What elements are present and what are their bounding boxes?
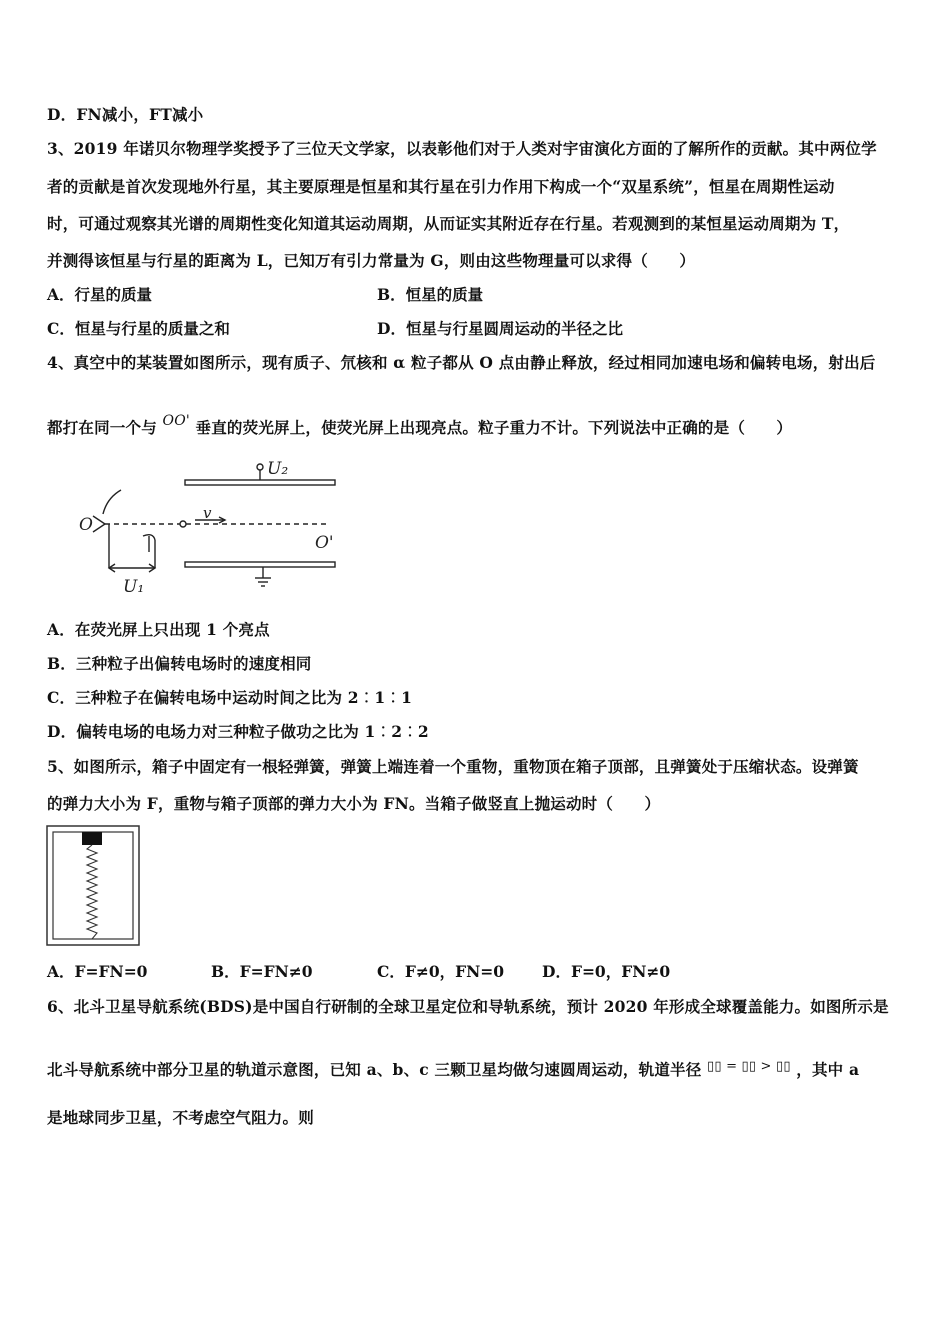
orbit-radius-relation: ▯▯ = ▯▯ > ▯▯ xyxy=(707,1059,791,1074)
q3-option-d: D．恒星与行星圆周运动的半径之比 xyxy=(377,319,623,338)
q5-option-a: A．F=FN=0 xyxy=(47,962,148,981)
q4-stem-line-1: 4、真空中的某装置如图所示，现有质子、氘核和 α 粒子都从 O 点由静止释放，经过相同加速电场和偏转电场，射出后 xyxy=(47,353,876,372)
q5-stem-line-1: 5、如图所示，箱子中固定有一根轻弹簧，弹簧上端连着一个重物，重物顶在箱子顶部，且弹簧处于压缩状态。设弹簧 xyxy=(47,757,859,776)
lower-plate xyxy=(185,562,335,567)
q5-box-spring-diagram xyxy=(46,825,141,947)
q4-option-c: C．三种粒子在偏转电场中运动时间之比为 2︰1︰1 xyxy=(47,688,413,707)
u2-terminal-icon xyxy=(257,464,263,470)
label-u1: U₁ xyxy=(123,577,145,597)
particle-icon xyxy=(180,521,186,527)
q6-stem-line-2-post: ，其中 a xyxy=(796,1060,860,1079)
q3-option-b: B．恒星的质量 xyxy=(377,285,484,304)
q5-option-b: B．F=FN≠0 xyxy=(211,962,313,981)
q4-stem-line-2-post: 垂直的荧光屏上，使荧光屏上出现亮点。粒子重力不计。下列说法中正确的是（ ） xyxy=(195,418,793,437)
label-u2: U₂ xyxy=(267,459,289,479)
q5-option-d: D．F=0，FN≠0 xyxy=(542,962,671,981)
q5-option-c: C．F≠0，FN=0 xyxy=(377,962,505,981)
q3-stem-line-1: 3、2019 年诺贝尔物理学奖授予了三位天文学家，以表彰他们对于人类对宇宙演化方面的了解所作的贡献。其中两位学 xyxy=(47,139,877,158)
label-o: O xyxy=(79,515,93,535)
q3-stem-line-4: 并测得该恒星与行星的距离为 L，已知万有引力常量为 G，则由这些物理量可以求得（ ） xyxy=(47,251,696,270)
source-bracket xyxy=(93,516,105,532)
q5-stem-line-2: 的弹力大小为 F，重物与箱子顶部的弹力大小为 FN。当箱子做竖直上抛运动时（ ） xyxy=(47,794,661,813)
q4-option-a: A．在荧光屏上只出现 1 个亮点 xyxy=(47,620,270,639)
q3-stem-line-3: 时，可通过观察其光谱的周期性变化知道其运动周期，从而证实其附近存在行星。若观测到的某恒星运动周期为 T， xyxy=(47,214,850,233)
q6-stem-line-1: 6、北斗卫星导航系统(BDS)是中国自行研制的全球卫星定位和导轨系统，预计 2020 年形成全球覆盖能力。如图所示是 xyxy=(47,997,889,1016)
q3-stem-line-2: 者的贡献是首次发现地外行星，其主要原理是恒星和其行星在引力作用下构成一个“双星系统”，恒星在周期性运动 xyxy=(47,177,835,196)
q6-stem-line-2 xyxy=(47,1058,859,1080)
q3-option-a: A．行星的质量 xyxy=(47,285,153,304)
q6-stem-line-3: 是地球同步卫星，不考虑空气阻力。则 xyxy=(47,1108,314,1127)
q2-option-d: D．FN减小，FT减小 xyxy=(47,105,204,124)
q4-stem-line-2-pre: 都打在同一个与 xyxy=(47,418,157,437)
label-v: v xyxy=(203,504,212,522)
label-o-prime: O' xyxy=(315,533,334,553)
q6-stem-line-2-pre: 北斗导航系统中部分卫星的轨道示意图，已知 a、b、c 三颗卫星均做匀速圆周运动，轨道半径 xyxy=(47,1060,702,1079)
upper-plate xyxy=(185,480,335,485)
weight-block xyxy=(82,832,102,845)
q3-option-c: C．恒星与行星的质量之和 xyxy=(47,319,230,338)
spring-icon xyxy=(87,845,97,939)
q4-option-d: D．偏转电场的电场力对三种粒子做功之比为 1︰2︰2 xyxy=(47,722,429,741)
oo-prime-symbol: OO' xyxy=(162,413,190,429)
q4-stem-line-2 xyxy=(47,413,792,438)
q4-option-b: B．三种粒子出偏转电场时的速度相同 xyxy=(47,654,312,673)
q4-field-diagram xyxy=(75,452,355,600)
